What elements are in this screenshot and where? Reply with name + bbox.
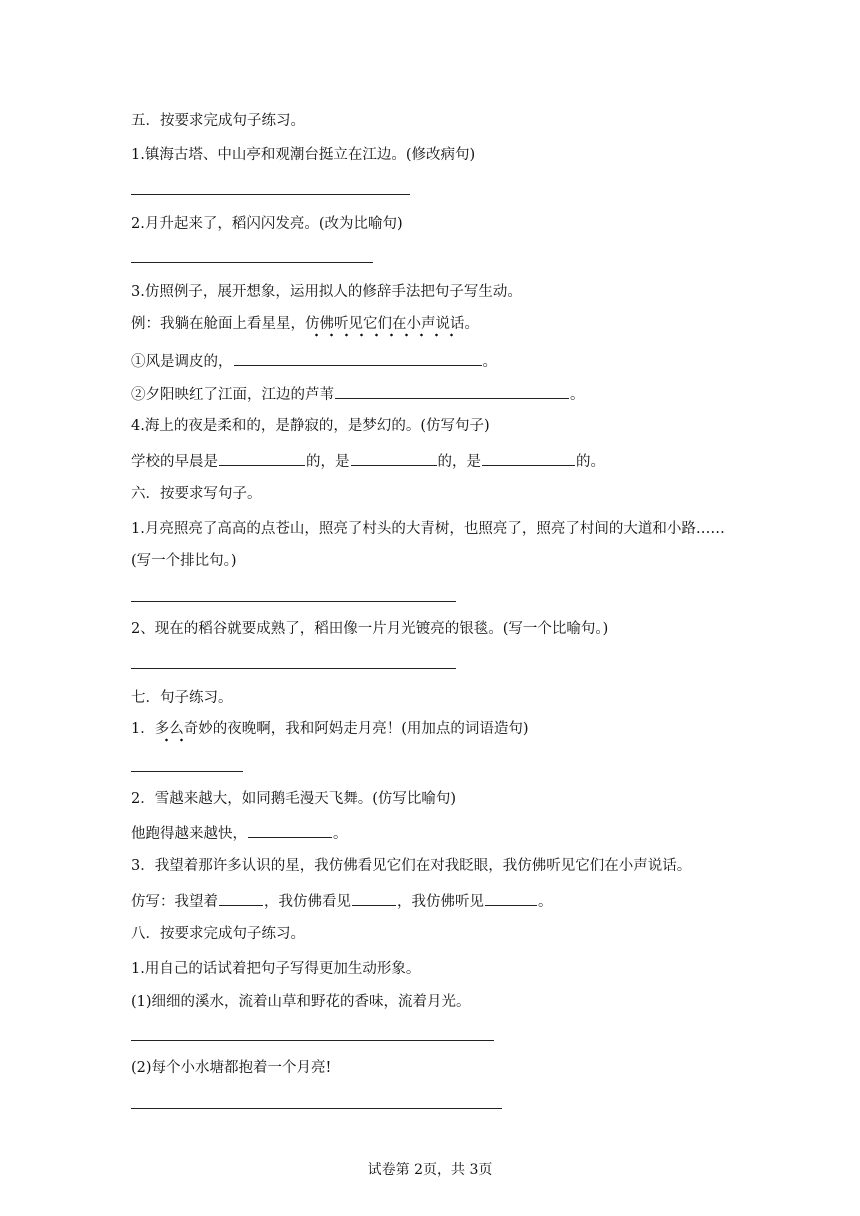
s5-question-2: 2.月升起来了，稻闪闪发亮。(改为比喻句): [131, 216, 403, 232]
s5-q4-blank-1[interactable]: [219, 450, 305, 466]
s5-q3-item2-blank[interactable]: [335, 383, 569, 399]
s5-q3-item-1: [131, 350, 497, 372]
s5-q4-fill: [131, 450, 605, 472]
s5-question-4: 4.海上的夜是柔和的，是静寂的，是梦幻的。(仿写句子): [131, 418, 490, 434]
s5-q3-item1-suffix: 。: [482, 354, 497, 370]
section-7-heading: 七．句子练习。: [131, 690, 233, 706]
s5-q4-part2: 的，是: [306, 454, 350, 470]
s5-q4-blank-2[interactable]: [351, 450, 437, 466]
section-8-heading: 八．按要求完成句子练习。: [131, 926, 305, 942]
s5-q3-example: [131, 314, 479, 334]
s5-q4-part4: 的。: [576, 454, 605, 470]
s5-q4-blank-3[interactable]: [482, 450, 575, 466]
s7-q1-suffix: 奇妙的夜晚啊，我和阿妈走月亮！(用加点的词语造句): [183, 721, 529, 737]
s5-q3-item1-prefix: ①风是调皮的，: [131, 354, 233, 370]
section-6-heading: 六．按要求写句子。: [131, 486, 262, 502]
s7-question-1: [131, 719, 529, 739]
s7-q2-suffix: 。: [333, 826, 348, 842]
s5-q3-example-suffix: 。: [464, 316, 479, 332]
s7-q3-blank-1[interactable]: [219, 890, 263, 906]
s5-question-3: 3.仿照例子，展开想象，运用拟人的修辞手法把句子写生动。: [131, 284, 522, 300]
s7-q3-p1: 仿写：我望着: [131, 894, 218, 910]
s5-q3-example-prefix: 例：我躺在舱面上看星星，: [131, 316, 305, 332]
section-5-heading: 五．按要求完成句子练习。: [131, 113, 305, 129]
s5-q4-part3: 的，是: [437, 454, 481, 470]
s7-q3-p4: 。: [538, 894, 553, 910]
s6-q2-answer-line[interactable]: [131, 668, 456, 669]
s8-q1b-answer-line[interactable]: [131, 1108, 502, 1109]
s8-question-1b: (2)每个小水塘都抱着一个月亮!: [131, 1060, 332, 1076]
s7-q3-fill: [131, 890, 553, 912]
s7-q3-blank-2[interactable]: [352, 890, 396, 906]
s7-q2-prefix: 他跑得越来越快，: [131, 826, 247, 842]
s5-q3-item1-blank[interactable]: [234, 350, 482, 366]
s5-q1-answer-line[interactable]: [131, 194, 410, 195]
s7-q1-answer-line[interactable]: [131, 771, 243, 772]
s5-q2-answer-line[interactable]: [131, 262, 373, 263]
s7-q2-fill: [131, 822, 348, 844]
s5-q3-example-dotted-text: 仿佛听见它们在小声说话: [305, 316, 465, 338]
s7-q3-p2: ，我仿佛看见: [264, 894, 351, 910]
s6-question-2: 2、现在的稻谷就要成熟了，稻田像一片月光镀亮的银毯。(写一个比喻句。): [131, 621, 609, 637]
s7-q3-blank-3[interactable]: [485, 890, 537, 906]
page-footer: 试卷第 2页，共 3页: [367, 1162, 493, 1178]
s6-q1-answer-line[interactable]: [131, 601, 456, 602]
s7-question-3: 3．我望着那许多认识的星，我仿佛看见它们在对我眨眼，我仿佛听见它们在小声说话。: [131, 858, 692, 874]
s5-q3-item2-suffix: 。: [570, 387, 585, 403]
s7-q1-prefix: 1．: [131, 721, 155, 737]
s5-q3-item-2: [131, 383, 585, 405]
s7-q3-p3: ，我仿佛听见: [397, 894, 484, 910]
s7-q2-blank[interactable]: [248, 822, 332, 838]
s8-question-1: 1.用自己的话试着把句子写得更加生动形象。: [131, 961, 421, 977]
s8-question-1a: (1)细细的溪水，流着山草和野花的香味，流着月光。: [131, 994, 471, 1010]
s5-q4-part1: 学校的早晨是: [131, 454, 218, 470]
s6-question-1-line-2: (写一个排比句。): [131, 553, 237, 569]
s7-q1-dotted-word: 多么: [155, 721, 184, 743]
s7-question-2: 2．雪越来越大，如同鹅毛漫天飞舞。(仿写比喻句): [131, 791, 457, 807]
s8-q1a-answer-line[interactable]: [131, 1040, 494, 1041]
s6-question-1-line-1: 1.月亮照亮了高高的点苍山，照亮了村头的大青树，也照亮了，照亮了村间的大道和小路……: [131, 521, 725, 537]
s5-question-1: 1.镇海古塔、中山亭和观潮台挺立在江边。(修改病句): [131, 147, 476, 163]
s5-q3-item2-prefix: ②夕阳映红了江面，江边的芦苇: [131, 387, 334, 403]
